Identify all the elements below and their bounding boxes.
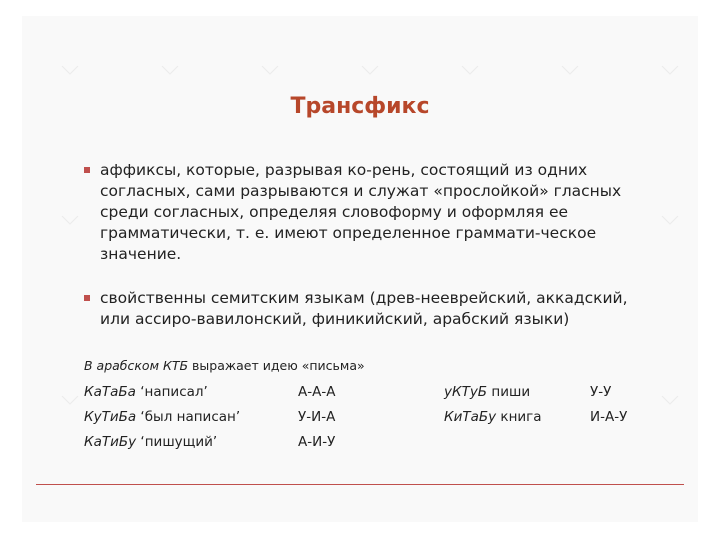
example-gloss: ‘написал’ bbox=[135, 384, 208, 400]
vowel-pattern: А-А-А bbox=[298, 384, 336, 400]
vowel-pattern: У-И-А bbox=[298, 409, 336, 425]
example-form bbox=[84, 409, 240, 425]
example-word: КаТиБу bbox=[84, 434, 137, 450]
bullet-text: свойственны семитским языкам (древ-нееврейский, аккадский, или ассиро-вавилонский, финикийский, арабский языки) bbox=[100, 289, 628, 328]
bullet-marker-icon bbox=[84, 167, 90, 173]
example-gloss: пиши bbox=[487, 384, 531, 400]
bullet-marker-icon bbox=[84, 295, 90, 301]
example-form bbox=[444, 384, 530, 400]
bottom-divider bbox=[36, 484, 684, 485]
example-note-root: В арабском КТБ bbox=[84, 358, 189, 373]
example-word: КиТаБу bbox=[444, 409, 497, 425]
example-note-text: выражает идею «письма» bbox=[188, 358, 365, 373]
example-gloss: книга bbox=[496, 409, 542, 425]
example-form bbox=[84, 384, 208, 400]
example-gloss: ‘был написан’ bbox=[136, 409, 241, 425]
slide-title: Трансфикс bbox=[290, 94, 430, 119]
example-note bbox=[84, 358, 365, 373]
example-word: КуТиБа bbox=[84, 409, 137, 425]
example-word: КаТаБа bbox=[84, 384, 136, 400]
bullet-item bbox=[84, 160, 644, 265]
example-word: уКТуБ bbox=[444, 384, 488, 400]
example-form bbox=[444, 409, 542, 425]
example-form bbox=[84, 434, 217, 450]
vowel-pattern: И-А-У bbox=[590, 409, 628, 425]
bullet-text: аффиксы, которые, разрывая ко-рень, состоящий из одних согласных, сами разрываются и служат «прослойкой» гласных среди согласных, определяя словоформу и оформляя ее грамматически, т. е. имеют определенное граммати-ческое значение. bbox=[100, 161, 622, 263]
example-gloss: ‘пишущий’ bbox=[136, 434, 218, 450]
vowel-pattern: А-И-У bbox=[298, 434, 336, 450]
vowel-pattern: У-У bbox=[590, 384, 612, 400]
bullet-item bbox=[84, 288, 644, 330]
